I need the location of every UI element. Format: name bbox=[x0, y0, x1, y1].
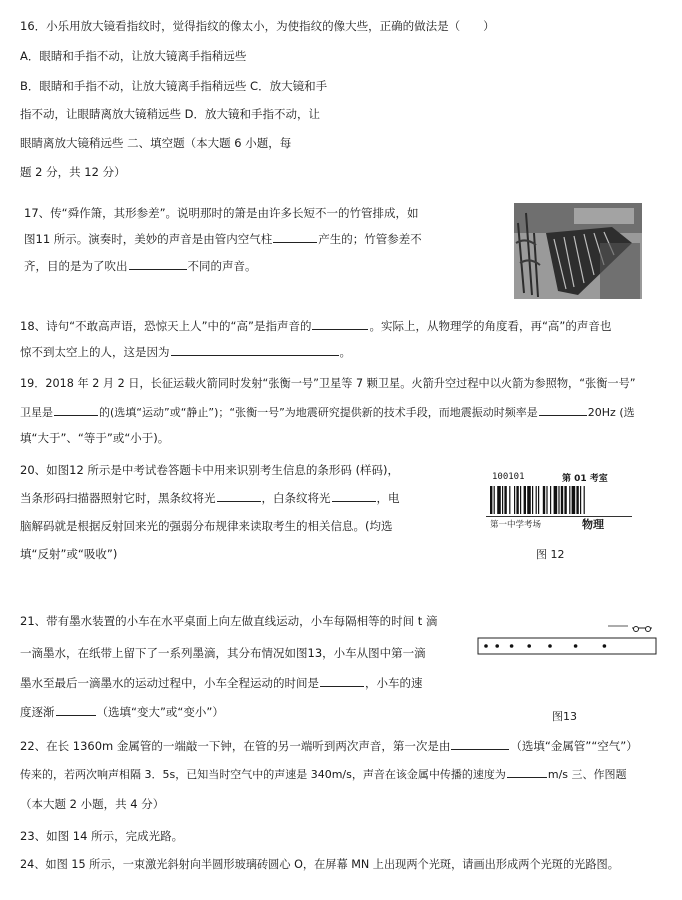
paper-tape bbox=[478, 638, 656, 654]
q19-line2 bbox=[20, 404, 635, 421]
barcode-bar bbox=[554, 486, 558, 514]
q20-line1: 20、如图12 所示是中考试卷答题卡中用来识别考生信息的条形码 (样码)， bbox=[20, 463, 400, 477]
barcode-bar bbox=[497, 486, 501, 514]
q19-line3: 填“大于”、“等于”或“小于)。 bbox=[20, 431, 170, 445]
barcode-number: 100101 bbox=[492, 472, 525, 482]
q21-blank-1[interactable] bbox=[320, 675, 364, 687]
q21-line4 bbox=[20, 704, 224, 720]
q19-line2-text-b: 的(选填“运动”或“静止”)；“张衡一号”为地震研究提供新的技术手段，而地震振动时频率是 bbox=[99, 406, 538, 419]
ink-drop bbox=[495, 644, 499, 648]
barcode-bar bbox=[569, 486, 570, 514]
q20-line4: 填“反射”或“吸收”) bbox=[20, 547, 118, 561]
barcode-bar bbox=[564, 486, 566, 514]
q22-line1-text-a: 22、在长 1360m 金属管的一端敲一下钟，在管的另一端听到两次声音，第一次是由 bbox=[20, 739, 451, 753]
barcode-bar bbox=[490, 486, 492, 514]
barcode-bar bbox=[538, 486, 539, 514]
q18-line1-text-a: 18、诗句“不敢高声语，恐惊天上人”中的“高”是指声音的 bbox=[20, 319, 312, 333]
q22-line1 bbox=[20, 738, 638, 754]
q22-line1-text-b: （选填“金属管”“空气”） bbox=[510, 739, 638, 753]
ink-drop bbox=[510, 644, 514, 648]
q16-option-b-line4: 题 2 分，共 12 分） bbox=[20, 165, 126, 179]
barcode-bar bbox=[576, 486, 578, 514]
barcode-school: 第一中学考场 bbox=[490, 520, 542, 530]
barcode-bar bbox=[514, 486, 515, 514]
figure-11-panpipes-image bbox=[514, 203, 642, 299]
ink-drop bbox=[574, 644, 578, 648]
q18-line2-text-b: 。 bbox=[339, 345, 351, 359]
q16-option-a: A．眼睛和手指不动，让放大镜离手指稍远些 bbox=[20, 49, 247, 63]
q17-line2-text-a: 图11 所示。演奏时，美妙的声音是由管内空气柱 bbox=[24, 232, 273, 246]
ink-drop bbox=[527, 644, 531, 648]
barcode-bar bbox=[536, 486, 537, 514]
barcode-bars bbox=[488, 486, 634, 514]
q21-line1: 21、带有墨水装置的小车在水平桌面上向左做直线运动，小车每隔相等的时间 t 滴 bbox=[20, 614, 438, 628]
barcode-room: 第 01 考室 bbox=[562, 474, 608, 484]
q17-blank-1[interactable] bbox=[273, 231, 317, 243]
q18-line2-text-a: 惊不到太空上的人，这是因为 bbox=[20, 345, 170, 359]
figure-13-ink-tape bbox=[476, 618, 660, 662]
q21-line3-text-a: 墨水至最后一滴墨水的运动过程中，小车全程运动的时间是 bbox=[20, 676, 319, 690]
barcode-bar bbox=[516, 486, 518, 514]
q20-line2 bbox=[20, 490, 400, 506]
barcode-bar bbox=[524, 486, 526, 514]
barcode-bar bbox=[502, 486, 503, 514]
figure-12-caption: 图 12 bbox=[536, 548, 565, 561]
barcode-bar bbox=[543, 486, 545, 514]
barcode-bar bbox=[532, 486, 533, 514]
q22-line2-text-a: 传来的，若两次响声相隔 3．5s，已知当时空气中的声速是 340m/s，声音在该金属中传播的速度为 bbox=[20, 768, 506, 781]
barcode-bar bbox=[572, 486, 576, 514]
barcode-bar bbox=[520, 486, 521, 514]
barcode-bar bbox=[580, 486, 581, 514]
q21-line4-text-b: （选填“变大”或“变小”） bbox=[96, 705, 224, 719]
q17-line2 bbox=[24, 231, 422, 247]
q22-blank-1[interactable] bbox=[451, 738, 509, 750]
q18-blank-2[interactable] bbox=[171, 344, 339, 356]
q16-option-b-line2: 指不动，让眼睛离放大镜稍远些 D．放大镜和手指不动，让 bbox=[20, 107, 321, 121]
q19-blank-2[interactable] bbox=[539, 404, 587, 416]
q18-line2 bbox=[20, 344, 351, 360]
ink-drop bbox=[548, 644, 552, 648]
q17-blank-2[interactable] bbox=[129, 258, 187, 270]
q23-line1: 23、如图 14 所示，完成光路。 bbox=[20, 829, 184, 843]
barcode-bar bbox=[561, 486, 563, 514]
q20-line2-text-c: ，电 bbox=[376, 491, 400, 505]
q20-blank-1[interactable] bbox=[217, 490, 261, 502]
barcode-bar bbox=[558, 486, 559, 514]
toy-car-icon bbox=[608, 626, 652, 632]
q22-line2 bbox=[20, 766, 627, 783]
q24-line1: 24、如图 15 所示，一束激光斜射向半圆形玻璃砖圆心 O，在屏幕 MN 上出现两个光斑，请画出形成两个光斑的光路图。 bbox=[20, 858, 619, 871]
q17-line2-text-b: 产生的；竹管参差不 bbox=[318, 232, 422, 246]
barcode-bar bbox=[550, 486, 551, 514]
q20-line2-text-a: 当条形码扫描器照射它时，黑条纹将光 bbox=[20, 491, 216, 505]
figure-12-barcode bbox=[486, 466, 636, 556]
q21-line4-text-a: 度逐渐 bbox=[20, 705, 55, 719]
q17-line1: 17、传“舜作箫，其形参差”。说明那时的箫是由许多长短不一的竹管排成，如 bbox=[24, 206, 419, 220]
q21-line3-text-b: ，小车的速 bbox=[365, 676, 423, 690]
q16-stem: 16．小乐用放大镜看指纹时，觉得指纹的像太小，为使指纹的像大些，正确的做法是（ ） bbox=[20, 19, 495, 33]
q22-line2-text-b: m/s 三、作图题 bbox=[547, 768, 627, 781]
q19-line2-text-c: 20Hz (选 bbox=[587, 406, 635, 419]
figure-13-caption: 图13 bbox=[552, 710, 577, 723]
q21-line3 bbox=[20, 675, 423, 691]
barcode-bar bbox=[546, 486, 547, 514]
q21-line2: 一滴墨水，在纸带上留下了一系列墨滴，其分布情况如图13，小车从图中第一滴 bbox=[20, 646, 426, 660]
q19-line1: 19．2018 年 2 月 2 日，长征运载火箭同时发射“张衡一号”卫星等 7 颗卫星。火箭升空过程中以火箭为参照物，“张衡一号” bbox=[20, 377, 636, 390]
barcode-subject: 物理 bbox=[582, 518, 604, 531]
q18-blank-1[interactable] bbox=[312, 318, 368, 330]
barcode-bar bbox=[584, 486, 585, 514]
ink-drop bbox=[484, 644, 488, 648]
q22-line3: （本大题 2 小题，共 4 分） bbox=[20, 797, 165, 811]
q19-blank-1[interactable] bbox=[54, 404, 98, 416]
q18-line1-text-b: 。实际上，从物理学的角度看，再“高”的声音也 bbox=[369, 319, 612, 333]
q16-option-b-line3: 眼睛离放大镜稍远些 二、填空题（本大题 6 小题，每 bbox=[20, 136, 292, 150]
q18-line1 bbox=[20, 318, 611, 334]
q17-line3-text-a: 齐，目的是为了吹出 bbox=[24, 259, 128, 273]
q19-line2-text-a: 卫星是 bbox=[20, 406, 53, 419]
q21-blank-2[interactable] bbox=[56, 704, 96, 716]
barcode-bar bbox=[494, 486, 495, 514]
barcode-bar bbox=[527, 486, 531, 514]
q20-line3: 脑解码就是根据反射回来光的强弱分布规律来读取考生的相关信息。(均选 bbox=[20, 519, 393, 533]
barcode-bar bbox=[504, 486, 506, 514]
q20-line2-text-b: ，白条纹将光 bbox=[261, 491, 331, 505]
q22-blank-2[interactable] bbox=[507, 766, 547, 778]
q20-blank-2[interactable] bbox=[332, 490, 376, 502]
ink-drop bbox=[603, 644, 607, 648]
q16-option-b-line1: B．眼睛和手指不动，让放大镜离手指稍远些 C．放大镜和手 bbox=[20, 79, 328, 93]
barcode-bar bbox=[509, 486, 510, 514]
q17-line3-text-b: 不同的声音。 bbox=[187, 259, 257, 273]
q17-line3 bbox=[24, 258, 257, 274]
